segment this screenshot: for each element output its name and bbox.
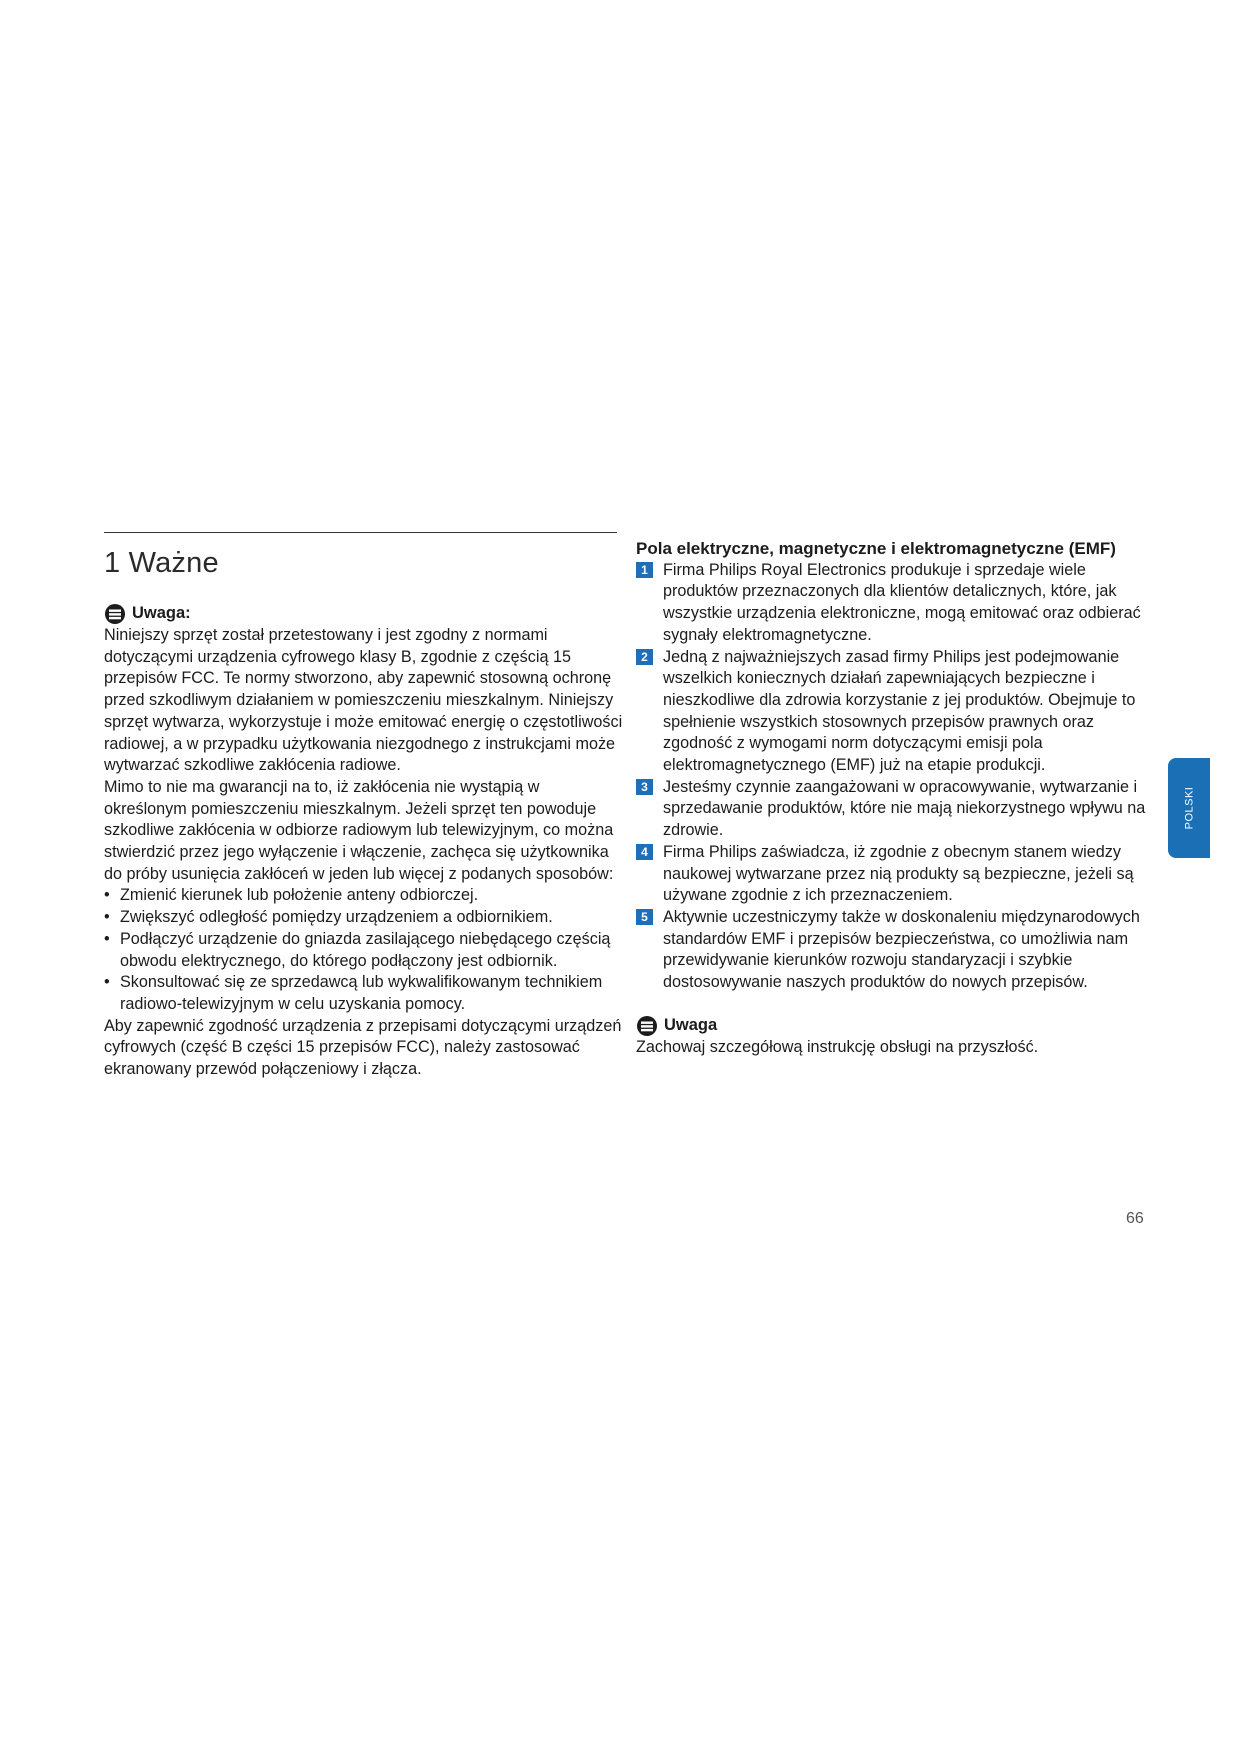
note-heading bbox=[636, 1015, 1156, 1037]
step-number-badge: 1 bbox=[636, 562, 653, 578]
step-number-badge: 5 bbox=[636, 909, 653, 925]
list-item: • Zwiększyć odległość pomiędzy urządzeniem a odbiornikiem. bbox=[104, 907, 624, 929]
step-number-badge: 3 bbox=[636, 779, 653, 795]
list-item-text: Jesteśmy czynnie zaangażowani w opracowywanie, wytwarzanie i sprzedawanie produktów, które nie mają niekorzystnego wpływu na zdrowie. bbox=[663, 777, 1146, 840]
list-item-text: Aktywnie uczestniczymy także w doskonaleniu międzynarodowych standardów EMF i przepisów bezpieczeństwa, co umożliwia nam przewidywanie kierunków rozwoju standaryzacji i szybkie dostosowywanie naszych produktów do nowych przepisów. bbox=[663, 907, 1140, 992]
page-title: 1 Ważne bbox=[104, 547, 219, 579]
list-item-text: Jedną z najważniejszych zasad firmy Philips jest podejmowanie wszelkich koniecznych działań zapewniających bezpieczne i nieszkodliwe dla zdrowia korzystanie z jej produktów. Obejmuje to spełnienie wszystkich stosownych przepisów prawnych oraz zgodność z wymogami norm dotyczącymi emisji pola elektromagnetycznego (EMF) już na etapie produkcji. bbox=[663, 647, 1136, 775]
note-icon bbox=[104, 603, 126, 625]
emf-heading: Pola elektryczne, magnetyczne i elektromagnetyczne (EMF) bbox=[636, 539, 1116, 558]
interference-remedies-list bbox=[104, 885, 624, 1015]
list-item: • Zmienić kierunek lub położenie anteny odbiorczej. bbox=[104, 885, 624, 907]
list-item-text: Firma Philips zaświadcza, iż zgodnie z obecnym stanem wiedzy naukowej wytwarzane przez nią produkty są bezpieczne, jeżeli są używane zgodnie z ich przeznaczeniem. bbox=[663, 842, 1134, 905]
list-item bbox=[636, 777, 1156, 842]
section-divider bbox=[104, 532, 617, 533]
note-text: Zachowaj szczegółową instrukcję obsługi na przyszłość. bbox=[636, 1037, 1039, 1056]
language-tab bbox=[1168, 758, 1210, 858]
list-item bbox=[636, 647, 1156, 777]
spacer bbox=[636, 994, 1156, 1015]
list-item bbox=[636, 907, 1156, 994]
note-icon bbox=[636, 1015, 658, 1037]
note-paragraph-1: Niniejszy sprzęt został przetestowany i jest zgodny z normami dotyczącymi urządzenia cyfrowego klasy B, zgodnie z częścią 15 przepisów FCC. Te normy stworzono, aby zapewnić stosowną ochronę przed szkodliwym działaniem w pomieszczeniu mieszkalnym. Niniejszy sprzęt wytwarza, wykorzystuje i może emitować energię o częstotliwości radiowej, a w przypadku użytkowania niezgodnego z instrukcjami może wytwarzać szkodliwe zakłócenia radiowe. bbox=[104, 626, 623, 775]
left-column bbox=[104, 603, 624, 1081]
list-item: • Podłączyć urządzenie do gniazda zasilającego niebędącego częścią obwodu elektrycznego, do którego podłączony jest odbiornik. bbox=[104, 929, 624, 972]
note-paragraph-3: Aby zapewnić zgodność urządzenia z przepisami dotyczącymi urządzeń cyfrowych (część B części 15 przepisów FCC), należy zastosować ekranowany przewód połączeniowy i złącza. bbox=[104, 1016, 622, 1079]
step-number-badge: 2 bbox=[636, 649, 653, 665]
emf-list bbox=[636, 560, 1156, 994]
page-number: 66 bbox=[1126, 1210, 1144, 1227]
list-item bbox=[636, 560, 1156, 647]
language-tab-label: POLSKI bbox=[1183, 786, 1195, 830]
note-label: Uwaga: bbox=[132, 604, 191, 623]
list-item bbox=[636, 842, 1156, 907]
list-item-text: Firma Philips Royal Electronics produkuje i sprzedaje wiele produktów przeznaczonych dla klientów detalicznych, które, jak wszystkie urządzenia elektroniczne, mogą emitować oraz odbierać sygnały elektromagnetyczne. bbox=[663, 560, 1141, 644]
list-item: • Skonsultować się ze sprzedawcą lub wykwalifikowanym technikiem radiowo-telewizyjnym w celu uzyskania pomocy. bbox=[104, 972, 624, 1015]
step-number-badge: 4 bbox=[636, 844, 653, 860]
note-label: Uwaga bbox=[664, 1015, 718, 1034]
note-paragraph-2: Mimo to nie ma gwarancji na to, iż zakłócenia nie wystąpią w określonym pomieszczeniu mieszkalnym. Jeżeli sprzęt ten powoduje szkodliwe zakłócenia w odbiorze radiowym lub telewizyjnym, co można stwierdzić przez jego wyłączenie i włączenie, zachęca się użytkownika do próby usunięcia zakłóceń w jeden lub więcej z podanych sposobów: bbox=[104, 777, 614, 883]
right-column bbox=[636, 538, 1156, 1058]
note-heading bbox=[104, 603, 624, 625]
